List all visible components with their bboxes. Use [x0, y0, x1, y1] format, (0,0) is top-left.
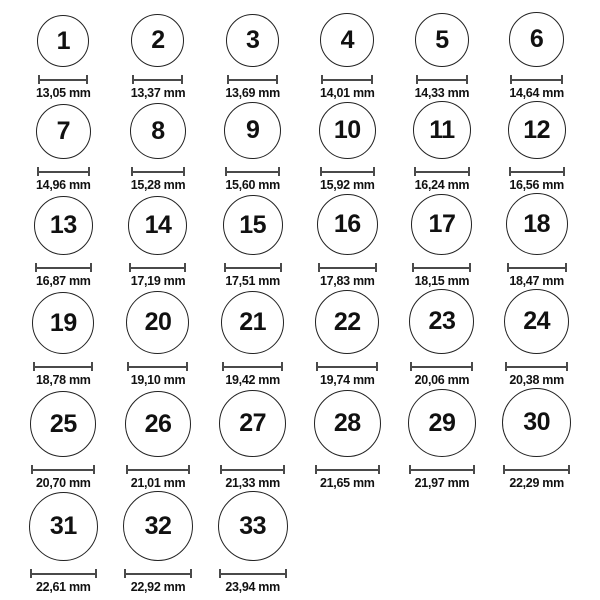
ring-size-number: 23	[428, 307, 456, 335]
diameter-measure-line	[33, 362, 93, 371]
diameter-measure-line	[224, 263, 282, 272]
ring-size-number: 11	[429, 115, 455, 144]
ring-circle	[218, 491, 288, 561]
ring-size-cell	[395, 13, 490, 101]
ring-circle	[315, 290, 379, 354]
ring-circle	[223, 195, 283, 255]
ring-size-number: 7	[56, 117, 71, 145]
ring-size-number: 33	[239, 511, 267, 540]
ring-size-number: 32	[144, 511, 172, 540]
ring-circle	[509, 12, 564, 67]
diameter-measure-line	[315, 465, 380, 474]
ring-size-cell	[111, 103, 206, 193]
ring-circle	[506, 193, 568, 255]
diameter-measure-line	[225, 167, 280, 176]
diameter-label: 17,19 mm	[130, 274, 186, 288]
ring-circle	[126, 291, 189, 354]
diameter-label: 21,65 mm	[320, 476, 375, 490]
ring-circle	[408, 389, 476, 457]
diameter-label: 16,56 mm	[509, 178, 564, 192]
diameter-measure-line	[37, 167, 90, 176]
ring-size-number: 27	[239, 409, 267, 437]
ring-size-cell	[111, 491, 206, 595]
ring-size-number: 22	[333, 307, 361, 336]
ring-circle	[123, 491, 193, 561]
diameter-label: 15,28 mm	[130, 178, 186, 192]
diameter-measure-line	[503, 465, 570, 474]
diameter-measure-line	[507, 263, 567, 272]
ring-size-cell	[395, 389, 490, 491]
diameter-label: 18,15 mm	[414, 274, 470, 288]
ring-size-number: 17	[428, 210, 456, 238]
ring-row	[16, 12, 584, 101]
ring-circle	[34, 196, 93, 255]
diameter-label: 13,69 mm	[225, 86, 280, 100]
ring-size-number: 10	[333, 116, 361, 144]
diameter-measure-line	[126, 465, 190, 474]
diameter-label: 20,38 mm	[509, 373, 564, 387]
ring-row	[16, 101, 584, 193]
diameter-label: 17,51 mm	[225, 274, 280, 288]
diameter-measure-line	[505, 362, 568, 371]
ring-size-number: 19	[49, 308, 77, 337]
diameter-measure-line	[409, 465, 475, 474]
ring-circle	[413, 101, 471, 159]
ring-circle	[411, 194, 472, 255]
ring-size-cell	[489, 388, 584, 491]
diameter-label: 14,01 mm	[320, 86, 375, 100]
ring-circle	[319, 102, 376, 159]
diameter-label: 16,24 mm	[414, 178, 470, 192]
ring-size-cell	[16, 15, 111, 101]
ring-size-cell	[16, 391, 111, 491]
ring-size-cell	[111, 14, 206, 101]
ring-circle	[130, 103, 186, 159]
diameter-measure-line	[227, 75, 278, 84]
ring-size-number: 18	[523, 209, 551, 238]
diameter-measure-line	[414, 167, 470, 176]
diameter-measure-line	[131, 167, 185, 176]
ring-size-number: 26	[144, 409, 172, 438]
ring-size-number: 21	[239, 308, 267, 336]
diameter-label: 19,74 mm	[320, 373, 375, 387]
ring-circle	[221, 291, 284, 354]
ring-circle	[320, 13, 374, 67]
diameter-label: 20,70 mm	[36, 476, 91, 490]
ring-size-number: 6	[529, 25, 544, 53]
ring-size-cell	[205, 291, 300, 388]
diameter-measure-line	[38, 75, 88, 84]
ring-size-cell	[395, 289, 490, 388]
ring-size-cell	[111, 391, 206, 491]
ring-row	[16, 491, 584, 595]
diameter-measure-line	[132, 75, 183, 84]
diameter-measure-line	[318, 263, 377, 272]
ring-circle	[224, 102, 281, 159]
ring-circle	[317, 194, 378, 255]
ring-size-number: 3	[245, 26, 260, 54]
ring-size-cell	[489, 193, 584, 289]
diameter-label: 20,06 mm	[414, 373, 470, 387]
ring-circle	[29, 492, 98, 561]
diameter-measure-line	[410, 362, 473, 371]
diameter-measure-line	[220, 465, 285, 474]
ring-circle	[502, 388, 571, 457]
diameter-measure-line	[222, 362, 283, 371]
ring-size-cell	[205, 14, 300, 101]
ring-size-cell	[395, 101, 490, 193]
ring-size-cell	[205, 390, 300, 491]
diameter-label: 19,42 mm	[225, 373, 280, 387]
ring-size-number: 9	[245, 116, 260, 144]
diameter-label: 15,60 mm	[225, 178, 280, 192]
diameter-measure-line	[320, 167, 375, 176]
ring-row	[16, 289, 584, 388]
ring-circle	[36, 104, 91, 159]
diameter-measure-line	[509, 167, 565, 176]
diameter-measure-line	[30, 569, 97, 578]
ring-size-cell	[489, 289, 584, 388]
diameter-measure-line	[219, 569, 287, 578]
ring-size-number: 12	[523, 115, 551, 144]
diameter-label: 15,92 mm	[320, 178, 375, 192]
diameter-label: 22,92 mm	[130, 580, 186, 594]
ring-size-cell	[16, 196, 111, 289]
ring-circle	[508, 101, 566, 159]
ring-size-number: 8	[151, 116, 165, 145]
ring-size-number: 29	[428, 408, 456, 437]
diameter-label: 13,37 mm	[130, 86, 186, 100]
ring-size-cell	[489, 101, 584, 193]
ring-circle	[219, 390, 286, 457]
diameter-label: 14,96 mm	[36, 178, 91, 192]
diameter-measure-line	[127, 362, 188, 371]
ring-circle	[415, 13, 469, 67]
ring-size-number: 25	[49, 409, 77, 438]
diameter-label: 14,64 mm	[509, 86, 564, 100]
ring-size-number: 1	[56, 26, 71, 55]
ring-size-cell	[16, 292, 111, 388]
ring-size-number: 5	[435, 25, 449, 54]
ring-circle	[314, 390, 381, 457]
ring-size-number: 14	[144, 211, 172, 239]
ring-size-number: 16	[333, 210, 361, 238]
ring-size-number: 24	[523, 307, 551, 335]
diameter-label: 22,61 mm	[36, 580, 91, 594]
ring-size-cell	[205, 195, 300, 289]
ring-circle	[504, 289, 569, 354]
diameter-label: 18,47 mm	[509, 274, 564, 288]
diameter-measure-line	[321, 75, 373, 84]
ring-circle	[131, 14, 184, 67]
ring-size-number: 13	[49, 211, 77, 239]
ring-size-cell	[16, 104, 111, 193]
diameter-label: 13,05 mm	[36, 86, 91, 100]
ring-size-number: 28	[333, 409, 361, 437]
diameter-measure-line	[35, 263, 92, 272]
ring-size-cell	[300, 102, 395, 193]
ring-circle	[30, 391, 96, 457]
diameter-label: 14,33 mm	[414, 86, 470, 100]
ring-size-cell	[111, 196, 206, 289]
ring-size-cell	[300, 290, 395, 388]
diameter-label: 19,10 mm	[130, 373, 186, 387]
diameter-measure-line	[124, 569, 192, 578]
diameter-label: 18,78 mm	[36, 373, 91, 387]
ring-size-cell	[489, 12, 584, 101]
diameter-measure-line	[129, 263, 186, 272]
diameter-measure-line	[316, 362, 378, 371]
ring-size-cell	[300, 390, 395, 491]
ring-circle	[226, 14, 279, 67]
diameter-label: 22,29 mm	[509, 476, 564, 490]
ring-circle	[32, 292, 94, 354]
diameter-label: 17,83 mm	[320, 274, 375, 288]
diameter-label: 21,33 mm	[225, 476, 280, 490]
diameter-label: 23,94 mm	[225, 580, 280, 594]
ring-circle	[409, 289, 474, 354]
ring-size-number: 2	[151, 26, 165, 54]
ring-size-cell	[300, 13, 395, 101]
ring-size-number: 31	[49, 512, 77, 540]
ring-size-cell	[205, 491, 300, 595]
diameter-label: 21,97 mm	[414, 476, 470, 490]
ring-circle	[125, 391, 191, 457]
ring-size-number: 20	[144, 308, 172, 336]
diameter-measure-line	[416, 75, 468, 84]
diameter-measure-line	[510, 75, 563, 84]
ring-size-cell	[205, 102, 300, 193]
diameter-measure-line	[412, 263, 471, 272]
ring-row	[16, 388, 584, 491]
ring-size-cell	[300, 194, 395, 289]
ring-size-number: 30	[523, 408, 551, 436]
ring-circle	[37, 15, 89, 67]
ring-size-number: 4	[340, 25, 354, 54]
diameter-label: 21,01 mm	[130, 476, 186, 490]
ring-size-cell	[16, 492, 111, 595]
diameter-label: 16,87 mm	[36, 274, 91, 288]
ring-size-number: 15	[239, 210, 267, 239]
ring-row	[16, 193, 584, 289]
diameter-measure-line	[31, 465, 95, 474]
ring-circle	[128, 196, 187, 255]
ring-size-cell	[111, 291, 206, 388]
ring-size-cell	[395, 194, 490, 289]
